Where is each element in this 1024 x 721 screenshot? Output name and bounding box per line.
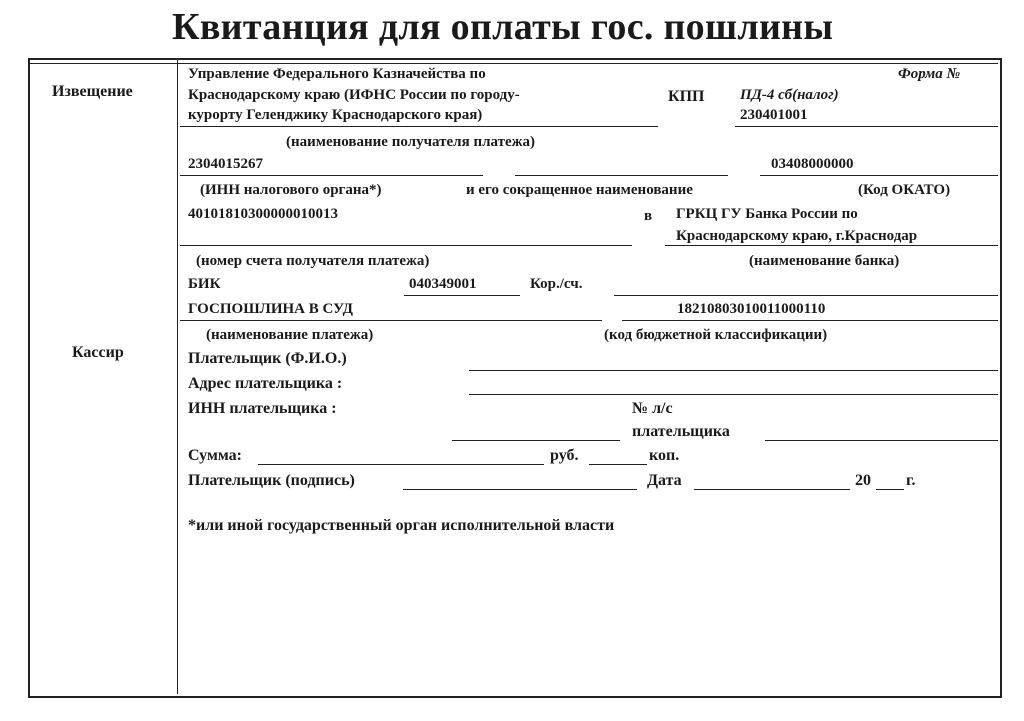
amount-kop-label: коп. <box>649 447 680 464</box>
payer-name-field <box>469 370 998 371</box>
payer-inn-label: ИНН плательщика : <box>188 400 337 417</box>
corr-account-label: Кор./сч. <box>530 276 583 292</box>
amount-rub-field <box>258 464 544 465</box>
form-border <box>28 58 1002 698</box>
bik-value: 040349001 <box>409 276 477 292</box>
form-code: ПД-4 сб(налог) <box>740 87 839 103</box>
kbk-underline <box>622 320 998 321</box>
okato-caption: (Код ОКАТО) <box>858 182 951 198</box>
payer-account-label-1: № л/с <box>632 400 673 417</box>
payer-inn-field <box>452 440 620 441</box>
recipient-name-line-3: курорту Геленджику Краснодарского края) <box>188 107 483 123</box>
year-prefix: 20 <box>855 472 871 489</box>
date-label: Дата <box>647 472 682 489</box>
recipient-name-line-1: Управление Федерального Казначейства по <box>188 66 486 82</box>
bik-underline <box>404 295 520 296</box>
kbk-caption: (код бюджетной классификации) <box>604 327 828 343</box>
payment-name-underline <box>180 320 602 321</box>
amount-label: Сумма: <box>188 447 242 464</box>
payer-address-field <box>469 394 998 395</box>
account-caption: (номер счета получателя платежа) <box>196 253 430 269</box>
bank-name-line-1: ГРКЦ ГУ Банка России по <box>676 206 858 222</box>
kpp-underline <box>735 126 998 127</box>
payer-name-label: Плательщик (Ф.И.О.) <box>188 350 347 367</box>
payer-account-label-2: плательщика <box>632 423 730 440</box>
short-name-underline <box>515 175 728 176</box>
kpp-label: КПП <box>668 88 705 105</box>
year-suffix: г. <box>906 472 916 489</box>
column-divider <box>177 60 178 694</box>
inn-underline <box>180 175 483 176</box>
account-in-word: в <box>644 208 653 224</box>
date-field <box>694 489 850 490</box>
year-field <box>876 489 904 490</box>
kpp-value: 230401001 <box>740 107 808 123</box>
page-title: Квитанция для оплаты гос. пошлины <box>172 6 834 48</box>
notice-label: Извещение <box>52 83 133 100</box>
payment-name: ГОСПОШЛИНА В СУД <box>188 301 353 317</box>
amount-kop-field <box>589 464 647 465</box>
bank-caption: (наименование банка) <box>749 253 900 269</box>
okato-value: 03408000000 <box>771 156 854 172</box>
signature-field <box>403 489 637 490</box>
account-underline <box>180 245 632 246</box>
inn-value: 2304015267 <box>188 156 263 172</box>
kbk-value: 18210803010011000110 <box>677 301 826 317</box>
recipient-name-line-2: Краснодарскому краю (ИФНС России по городу- <box>188 87 520 103</box>
top-double-rule <box>30 63 998 64</box>
inn-caption: (ИНН налогового органа*) <box>200 182 382 198</box>
recipient-name-caption: (наименование получателя платежа) <box>286 134 536 150</box>
account-value: 40101810300000010013 <box>188 206 338 222</box>
footnote: *или иной государственный орган исполнительной власти <box>188 517 615 534</box>
payer-address-label: Адрес плательщика : <box>188 375 343 392</box>
short-name-caption: и его сокращенное наименование <box>466 182 693 198</box>
bik-label: БИК <box>188 276 221 292</box>
payer-account-field <box>765 440 998 441</box>
signature-label: Плательщик (подпись) <box>188 472 355 489</box>
okato-underline <box>760 175 998 176</box>
form-number: Форма № <box>898 66 961 82</box>
corr-account-underline <box>614 295 998 296</box>
cashier-label: Кассир <box>72 344 124 361</box>
amount-rub-label: руб. <box>550 447 579 464</box>
payment-name-caption: (наименование платежа) <box>206 327 374 343</box>
bank-underline <box>665 245 998 246</box>
recipient-name-underline <box>180 126 658 127</box>
bank-name-line-2: Краснодарскому краю, г.Краснодар <box>676 228 918 244</box>
